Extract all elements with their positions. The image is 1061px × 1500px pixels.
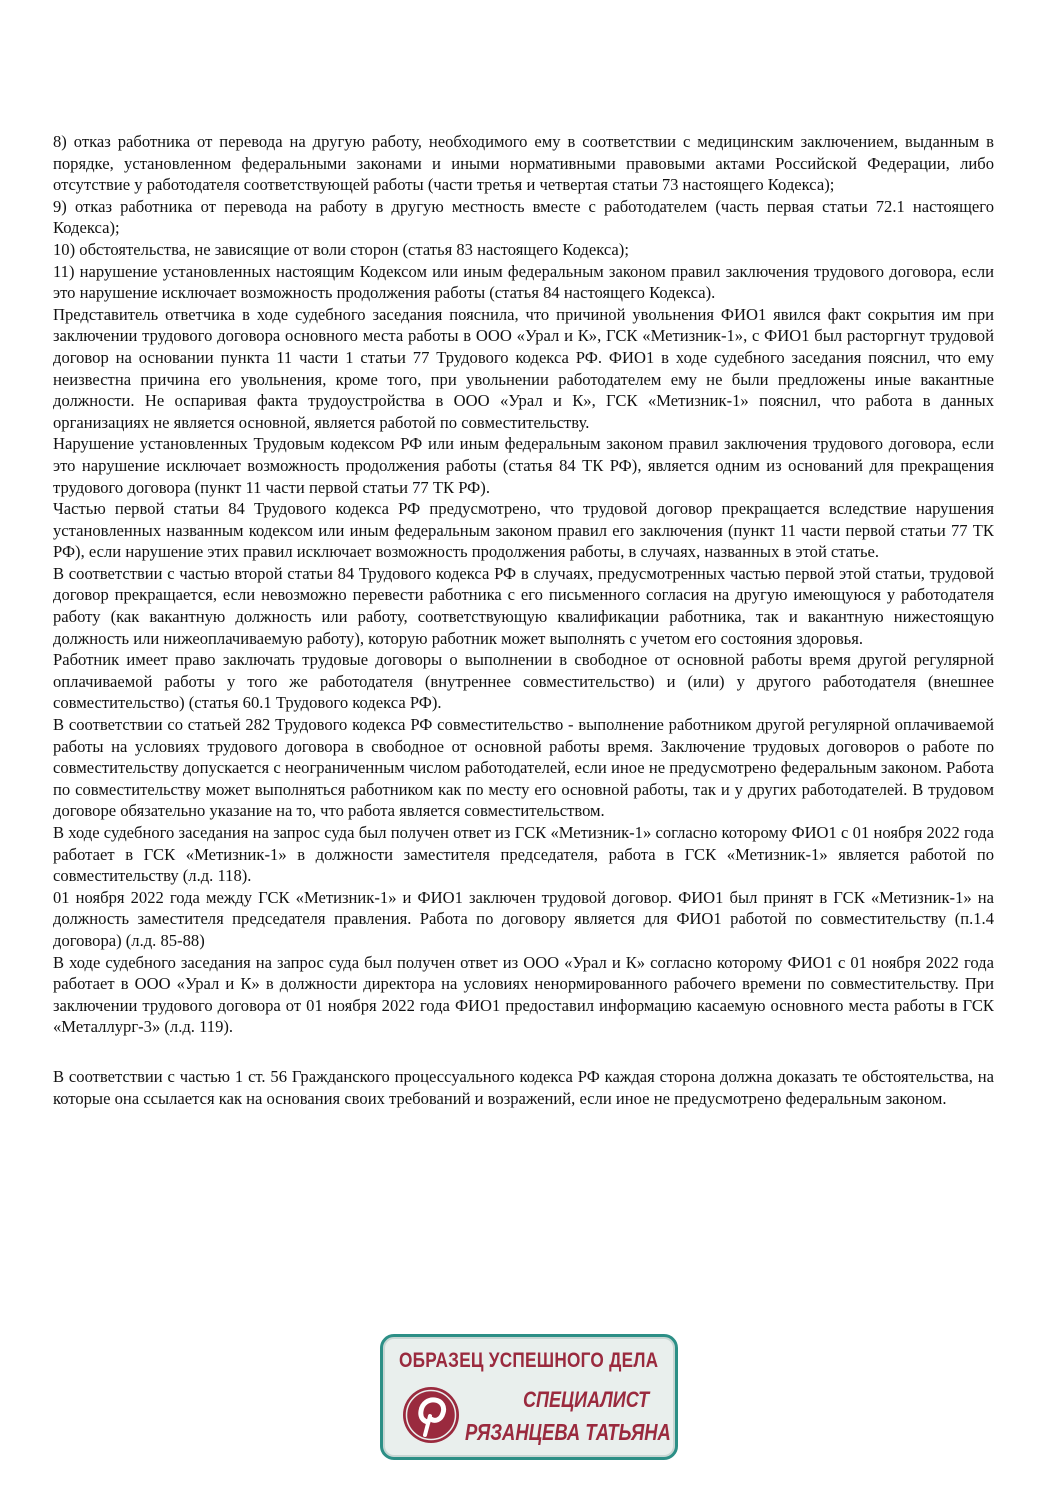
watermark-stamp xyxy=(380,1334,678,1460)
paragraph-item-11: 11) нарушение установленных настоящим Кодексом или иным федеральным законом правил заключения трудового договора, если это нарушение исключает возможность продолжения работы (статья 84 настоящего Кодекса). xyxy=(53,261,994,303)
paragraph-court-response-ooo: В ходе судебного заседания на запрос суда был получен ответ из ООО «Урал и К» согласно которому ФИО1 с 01 ноября 2022 года работает в ООО «Урал и К» в должности директора на условиях ненормированного рабочего времени по совместительству. При заключении трудового договора от 01 ноября 2022 года ФИО1 предоставил информацию касаемую основного места работы в ГСК «Металлург-3» (л.д. 119). xyxy=(53,952,994,1037)
paragraph-item-8: 8) отказ работника от перевода на другую работу, необходимого ему в соответствии с медицинским заключением, выданным в порядке, установленном федеральными законами и иными нормативными правовыми актами Российской Федерации, либо отсутствие у работодателя соответствующей работы (части третья и четвертая статьи 73 настоящего Кодекса); xyxy=(53,132,994,195)
paragraph-violation-grounds: Нарушение установленных Трудовым кодексом РФ или иным федеральным законом правил заключения трудового договора, если это нарушение исключает возможность продолжения работы (статья 84 ТК РФ), является одним из оснований для прекращения трудового договора (пункт 11 части первой статьи 77 ТК РФ). xyxy=(53,434,994,497)
paragraph-contract-gsk: 01 ноября 2022 года между ГСК «Метизник-1» и ФИО1 заключен трудовой договор. ФИО1 был принят в ГСК «Метизник-1» на должность заместителя председателя правления. Работа по договору является для ФИО1 работой по совместительству (п.1.4 договора) (л.д. 85-88) xyxy=(53,887,994,950)
paragraph-employee-right: Работник имеет право заключать трудовые договоры о выполнении в свободное от основной работы время другой регулярной оплачиваемой работы у того же работодателя (внутреннее совместительство) и (или) у другого работодателя (внешнее совместительство) (статья 60.1 Трудового кодекса РФ). xyxy=(53,650,994,713)
paragraph-court-response-gsk: В ходе судебного заседания на запрос суда был получен ответ из ГСК «Метизник-1» согласно которому ФИО1 с 01 ноября 2022 года работает в ГСК «Метизник-1» в должности заместителя председателя, работа в ГСК «Метизник-1» является работой по совместительству (л.д. 118). xyxy=(53,823,994,886)
paragraph-article-282: В соответствии со статьей 282 Трудового кодекса РФ совместительство - выполнение работником другой регулярной оплачиваемой работы на условиях трудового договора в свободное от основной работы время. Заключение трудовых договоров о работе по совместительству допускается с неограниченным числом работодателей, если иное не предусмотрено федеральным законом. Работа по совместительству может выполняться работником как по месту его основной работы, так и у других работодателей. В трудовом договоре обязательно указание на то, что работа является совместительством. xyxy=(53,715,994,821)
pinterest-icon xyxy=(401,1385,461,1445)
paragraph-spacer xyxy=(53,1038,994,1066)
paragraph-article-84-part-1: Частью первой статьи 84 Трудового кодекса РФ предусмотрено, что трудовой договор прекращается вследствие нарушения установленных названным кодексом или иным федеральным законом правил его заключения (пункт 11 части первой статьи 77 ТК РФ), если нарушение этих правил исключает возможность продолжения работы, в случаях, названных в этой статье. xyxy=(53,499,994,562)
stamp-name: РЯЗАНЦЕВА ТАТЬЯНА xyxy=(465,1419,671,1445)
document-body xyxy=(53,131,994,1109)
stamp-title: ОБРАЗЕЦ УСПЕШНОГО ДЕЛА xyxy=(399,1349,659,1372)
paragraph-item-10: 10) обстоятельства, не зависящие от воли сторон (статья 83 настоящего Кодекса); xyxy=(53,239,629,259)
paragraph-item-9: 9) отказ работника от перевода на работу в другую местность вместе с работодателем (часть первая статьи 72.1 настоящего Кодекса); xyxy=(53,196,994,238)
paragraph-respondent-statement: Представитель ответчика в ходе судебного заседания пояснила, что причиной увольнения ФИО1 явился факт сокрытия им при заключении трудового договора основного места работы в ООО «Урал и К», ГСК «Метизник-1», с ФИО1 был расторгнут трудовой договор на основании пункта 11 части 1 статьи 77 Трудового кодекса РФ. ФИО1 в ходе судебного заседания пояснил, что ему неизвестна причина его увольнения, кроме того, при увольнении работодателем ему не были предложены иные вакантные должности. Не оспаривая факта трудоустройства в ООО «Урал и К», ГСК «Метизник-1» пояснил, что работа в данных организациях не является основной, является работой по совместительству. xyxy=(53,304,994,432)
paragraph-article-84-part-2: В соответствии с частью второй статьи 84 Трудового кодекса РФ в случаях, предусмотренных частью первой этой статьи, трудовой договор прекращается, если невозможно перевести работника с его письменного согласия на другую имеющуюся у работодателя работу (как вакантную должность или работу, соответствующую квалификации работника, так и вакантную нижестоящую должность или нижеоплачиваемую работу), которую работник может выполнять с учетом его состояния здоровья. xyxy=(53,563,994,648)
stamp-specialist: СПЕЦИАЛИСТ xyxy=(523,1387,650,1412)
paragraph-closing: В соответствии с частью 1 ст. 56 Гражданского процессуального кодекса РФ каждая сторона должна доказать те обстоятельства, на которые она ссылается как на основания своих требований и возражений, если иное не предусмотрено федеральным законом. xyxy=(53,1066,994,1108)
